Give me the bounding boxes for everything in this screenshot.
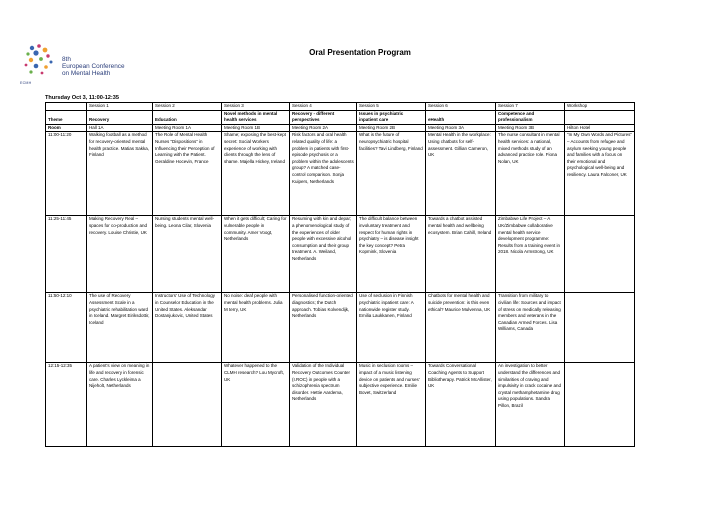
room-cell: Meeting Room 1A: [153, 124, 222, 132]
slot-cell: Making Recovery Real – spaces for co-production and recovery. Louise Christie, UK: [87, 216, 153, 293]
slot-cell: [153, 363, 222, 447]
slot-row: [46, 216, 635, 293]
slot-cell: An investigation to better understand the differences and similarities of craving and impulsivity in crack cocaine and crystal methamphetamine drug using populations. Sandra Pillon, Brazil: [496, 363, 565, 447]
theme-cell: Recovery - different perspectives: [290, 110, 357, 124]
session-header-cell: Session 5: [357, 103, 426, 111]
slot-cell: Mental Health in the workplace: Using chatbots for self-assessment. Gillian Cameron, UK: [426, 132, 496, 216]
theme-cell: Recovery: [87, 110, 153, 124]
room-cell: Room: [46, 124, 87, 132]
theme-row: [46, 110, 635, 124]
slot-cell: Use of seclusion in Finnish psychiatric inpatient care: A nationwide register study. Emilia Laukkanen, Finland: [357, 293, 426, 363]
session-header-cell: [46, 103, 87, 111]
slot-cell: When it gets difficult; Caring for vulnerable people in community. Amer Voogt, Netherlands: [222, 216, 290, 293]
theme-cell: eHealth: [426, 110, 496, 124]
theme-cell: Issues in psychiatric inpatient care: [357, 110, 426, 124]
session-header-cell: Session 6: [426, 103, 496, 111]
room-cell: Meeting Room 3A: [426, 124, 496, 132]
slot-cell: The nurse consultant in mental health services: a national, mixed methods study of an advanced practice role. Fiona Nolan, UK: [496, 132, 565, 216]
theme-cell: Novel methods in mental health services: [222, 110, 290, 124]
slot-cell: Nursing students mental well-being. Leona Cilar, Slovenia: [153, 216, 222, 293]
slot-cell: Towards a chatbot assisted mental health and wellbeing ecosystem. Brian Cahill, Ireland: [426, 216, 496, 293]
logo-text: [62, 56, 125, 78]
slot-row: [46, 363, 635, 447]
slot-cell: The difficult balance between involuntary treatment and respect for human rights in psychiatry – is disease insight the key concept? Petra Kopmink, Slovenia: [357, 216, 426, 293]
slot-cell: Validation of the Individual Recovery Outcomes Counter (I.ROC) in people with a schizophrenia spectrum disorder. Hettie Aardema, Netherlands: [290, 363, 357, 447]
slot-cell: Music in seclusion rooms – impact of a music listening device on patients and nurses' subjective experience. Emilie Bovet, Switzerland: [357, 363, 426, 447]
room-cell: Meeting Room 1B: [222, 124, 290, 132]
room-cell: Hilton Hotel: [565, 124, 635, 132]
slot-cell: [565, 293, 635, 363]
logo-line-topic: on Mental Health: [62, 70, 111, 78]
room-cell: Meeting Room 2A: [290, 124, 357, 132]
slot-time: 11:25-11:45: [46, 216, 87, 293]
slot-cell: No noise: deaf people with mental health problems. Julia M terry, UK: [222, 293, 290, 363]
session-header-cell: Workshop: [565, 103, 635, 111]
logo-abbr: ECMH: [20, 81, 32, 85]
slot-cell: Resuming with kin and depar; a phenomenological study of the experiences of older people with excessive alcohol consumption and their group treatment. A. Weiland, Netherlands: [290, 216, 357, 293]
slot-cell: Instructors' Use of Technology in Counselor Education in the United States. Aleksandar Dostanjukovic, United States: [153, 293, 222, 363]
session-header-cell: Session 1: [87, 103, 153, 111]
slot-cell: The Role of Mental Health Nurses “Dispositions” in Influencing their Perception of Learning with the Patient. Geraldine Hocevin, France: [153, 132, 222, 216]
session-header-cell: Session 4: [290, 103, 357, 111]
slot-cell: The use of Recovery Assessment Scale in a psychiatric rehabilitation ward in Iceland. Margret Eiriksdottir, Iceland: [87, 293, 153, 363]
slot-time: 11:00-11:20: [46, 132, 87, 216]
slot-cell: “In My Own Words and Pictures” – Accounts from refugee and asylum seeking young people and families with a focus on their emotional and psychological well-being and resiliency. Laura Falconer, UK: [565, 132, 635, 216]
slot-cell: Shame; exposing the best-kept secret: Social Workers experience of working with clients through the lens of shame. Majella Hickey, Ireland: [222, 132, 290, 216]
slot-cell: Zimbabwe Life Project – A UK/Zimbabwe collaborative mental health service development programme: Results from a training event in 2018. Nicola Armstrong, UK: [496, 216, 565, 293]
slot-cell: What is the future of neuropsychiatric hospital facilities? Tavi Lindberg, Finland: [357, 132, 426, 216]
slot-cell: A patient's view on meaning in life and recovery in forensic care. Charles Lyckleima a Nijeholt, Netherlands: [87, 363, 153, 447]
slot-row: [46, 132, 635, 216]
slot-cell: Risk factors and oral health related quality of life: a problem in patients with first-episode psychosis or a problem within the adolescents group? A matched case-control comparison. Sonja Kuipers, Netherlands: [290, 132, 357, 216]
logo-line-edition: 8th: [62, 56, 71, 63]
slot-cell: [565, 216, 635, 293]
slot-cell: Towards Conversational Coaching Agents to Support Bibliotherapy. Patrick McAllister, UK: [426, 363, 496, 447]
slot-cell: [565, 363, 635, 447]
room-cell: Meeting Room 2B: [357, 124, 426, 132]
day-label: Thursday Oct 3, 11:00-12:35: [45, 95, 119, 101]
page-title: Oral Presentation Program: [309, 48, 411, 57]
theme-cell: Theme: [46, 110, 87, 124]
theme-cell: Education: [153, 110, 222, 124]
room-row: [46, 124, 635, 132]
room-cell: Hall 1A: [87, 124, 153, 132]
slot-cell: Walking football as a method for recovery-oriented mental health practice. Matias Sakka, Finland: [87, 132, 153, 216]
slot-time: 12:15-12:35: [46, 363, 87, 447]
theme-cell: [565, 110, 635, 124]
slot-cell: Whatever happened to the CLMH research? Lou Mycroft, UK: [222, 363, 290, 447]
theme-cell: Competence and professionalism: [496, 110, 565, 124]
slot-cell: Personalised function-oriented diagnostics; the Dutch approach. Tobias Kolvendijk, Netherlands: [290, 293, 357, 363]
slot-cell: Chatbots for mental health and suicide prevention: is this even ethical? Maurice Mulvenna, UK: [426, 293, 496, 363]
session-header-row: [46, 103, 635, 111]
slot-cell: Transition from military to civilian life: Sources and impact of stress on medically releasing members and veterans in the Canadian Armed Forces. Lisa Williams, Canada: [496, 293, 565, 363]
session-header-cell: Session 7: [496, 103, 565, 111]
slot-time: 11:50-12:10: [46, 293, 87, 363]
session-header-cell: Session 3: [222, 103, 290, 111]
logo-line-name: European Conference: [62, 63, 125, 71]
room-cell: Meeting Room 3B: [496, 124, 565, 132]
program-table: [45, 102, 635, 447]
slot-row: [46, 293, 635, 363]
session-header-cell: Session 2: [153, 103, 222, 111]
